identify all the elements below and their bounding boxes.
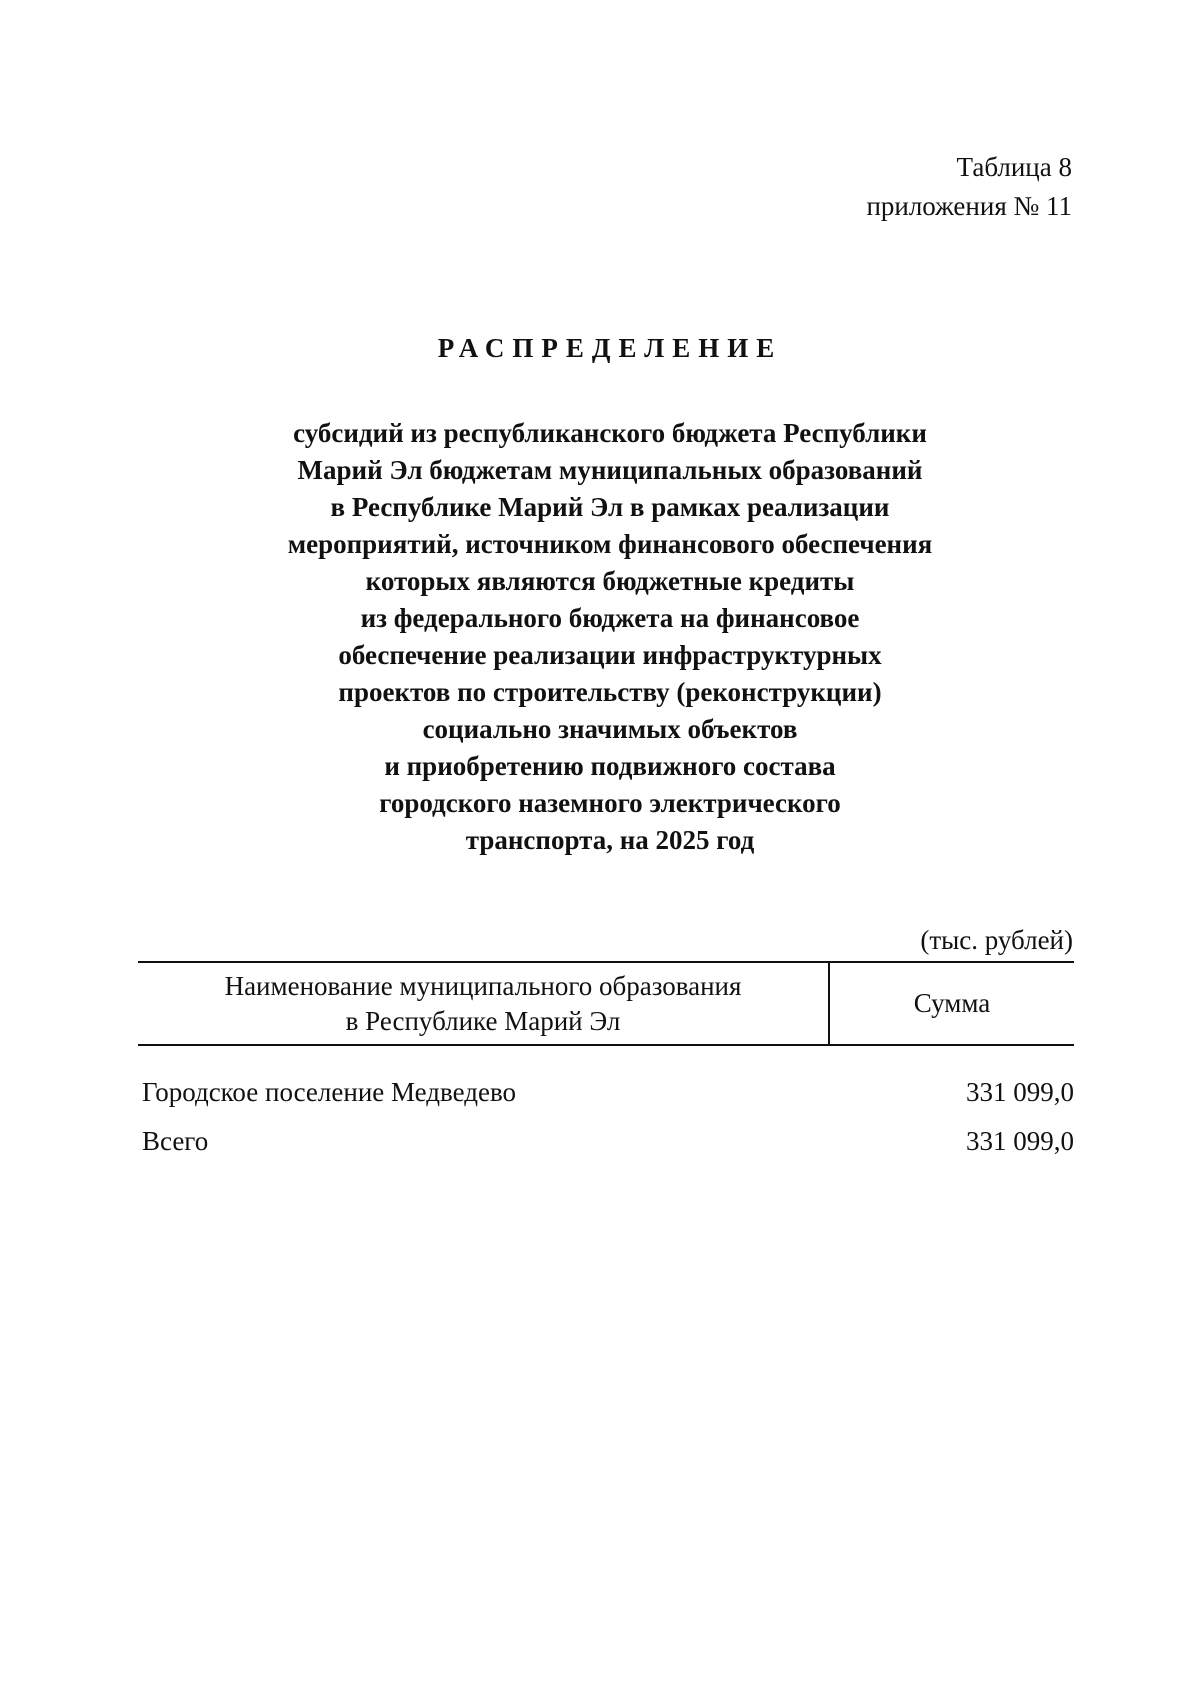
table-header [138,963,1074,1046]
subtitle-line: Марий Эл бюджетам муниципальных образований [297,455,923,485]
distribution-table [138,961,1074,1166]
header-name-line1: Наименование муниципального образования [224,970,742,1001]
table-row [138,1068,1074,1117]
header-name-column [138,963,830,1044]
subtitle-line: городского наземного электрического [379,788,841,818]
subtitle-line: в Республике Марий Эл в рамках реализации [330,492,890,522]
reference-table-number: Таблица 8 [956,152,1072,182]
subtitle-line: обеспечение реализации инфраструктурных [338,640,882,670]
table-reference [866,148,1072,226]
subtitle-line: из федерального бюджета на финансовое [360,603,860,633]
row-municipality-name: Городское поселение Медведево [142,1077,517,1107]
row-sum-value: 331 099,0 [966,1077,1074,1107]
subtitle-line: мероприятий, источником финансового обеспечения [287,529,933,559]
reference-appendix-number: приложения № 11 [866,191,1072,221]
subtitle-line: и приобретению подвижного состава [384,751,836,781]
row-total-label: Всего [142,1126,209,1156]
table-row-total [138,1117,1074,1166]
subtitle-line: социально значимых объектов [422,714,798,744]
document-subtitle [0,415,1200,859]
units-label: (тыс. рублей) [920,925,1073,955]
row-total-value: 331 099,0 [966,1126,1074,1156]
subtitle-line: проектов по строительству (реконструкции) [338,677,882,707]
document-title: РАСПРЕДЕЛЕНИЕ [437,333,783,363]
subtitle-line: которых являются бюджетные кредиты [365,566,855,596]
subtitle-line: транспорта, на 2025 год [465,825,755,855]
table-body [138,1046,1074,1166]
header-sum-column: Сумма [913,988,991,1018]
subtitle-line: субсидий из республиканского бюджета Республики [293,418,927,448]
header-name-line2: в Республике Марий Эл [345,1005,621,1036]
